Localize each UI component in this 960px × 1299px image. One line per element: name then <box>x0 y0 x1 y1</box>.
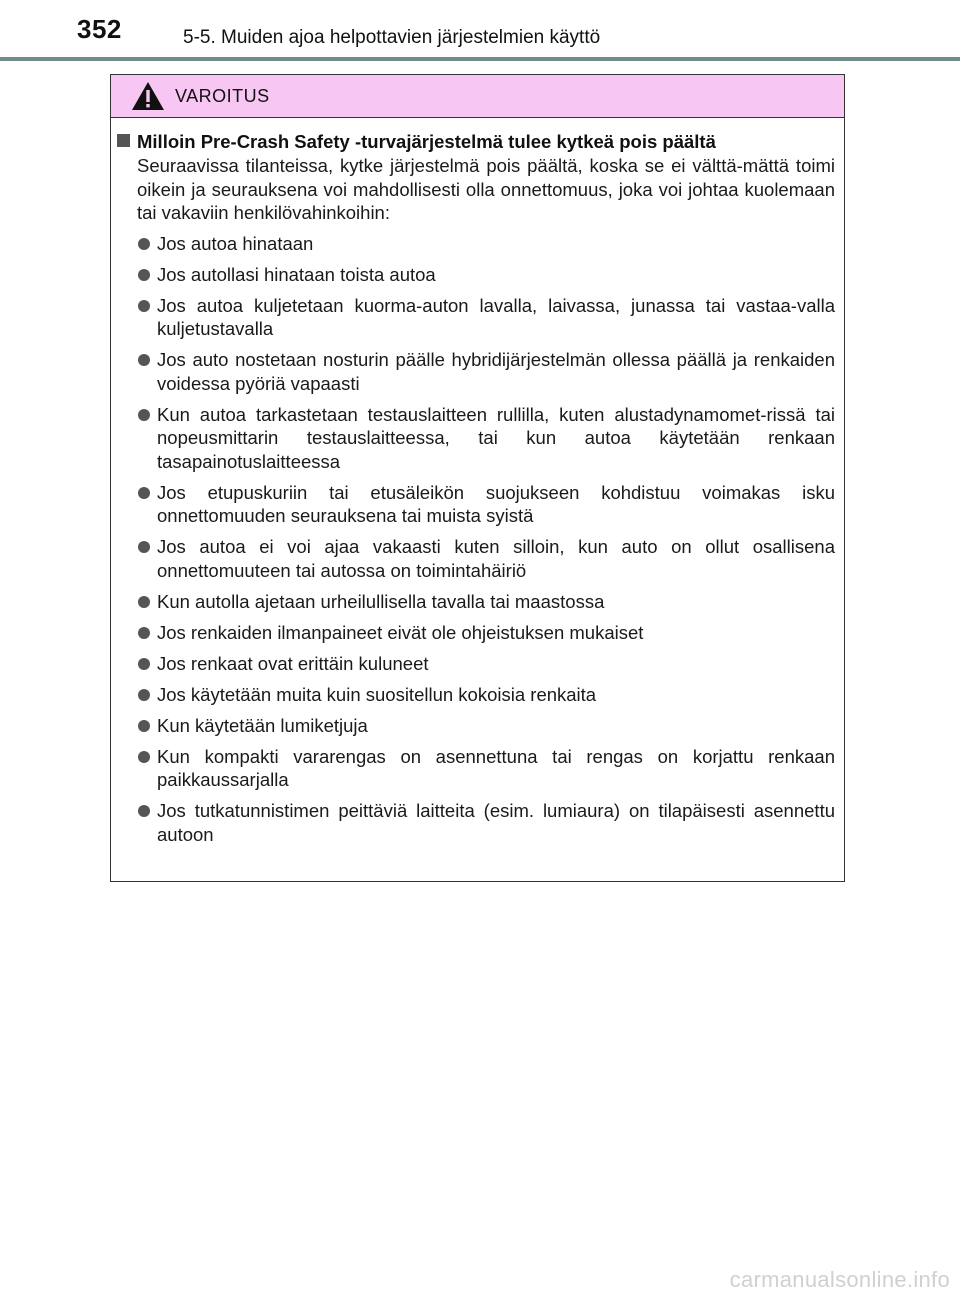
page-number: 352 <box>77 14 122 44</box>
list-item-text: Jos autoa ei voi ajaa vakaasti kuten silloin, kun auto on ollut osallisena onnettomuuteen tai autossa on toimintahäiriö <box>157 536 835 581</box>
warning-heading: Milloin Pre-Crash Safety -turvajärjestelmä tulee kytkeä pois päältä <box>137 131 716 152</box>
list-item <box>117 294 835 341</box>
bullet-dot-icon <box>138 751 150 763</box>
watermark: carmanualsonline.info <box>729 1267 950 1292</box>
list-item <box>117 590 835 614</box>
list-item <box>117 535 835 582</box>
list-item-text: Jos autoa hinataan <box>157 232 314 254</box>
list-item <box>117 745 835 792</box>
warning-content <box>111 118 844 854</box>
bullet-dot-icon <box>138 238 150 250</box>
list-item <box>117 714 835 738</box>
list-item-text: Kun kompakti vararengas on asennettuna tai rengas on korjattu renkaan paikkaussarjalla <box>157 745 835 790</box>
list-item-text: Kun autolla ajetaan urheilullisella tavalla tai maastossa <box>157 590 605 612</box>
bullet-dot-icon <box>138 596 150 608</box>
list-item <box>117 348 835 395</box>
bullet-dot-icon <box>138 487 150 499</box>
list-item <box>117 683 835 707</box>
bullet-dot-icon <box>138 300 150 312</box>
bullet-dot-icon <box>138 409 150 421</box>
list-item <box>117 403 835 474</box>
list-item-text: Jos etupuskuriin tai etusäleikön suojukseen kohdistuu voimakas isku onnettomuuden seurauksena tai muista syistä <box>157 481 835 526</box>
warning-intro: Seuraavissa tilanteissa, kytke järjestelmä pois päältä, koska se ei välttä-mättä toimi oikein ja seurauksena voi mahdollisesti olla onnettomuus, joka voi johtaa kuolemaan tai vakaviin henkilövahinkoihin: <box>137 155 835 223</box>
section-title: 5-5. Muiden ajoa helpottavien järjestelmien käyttö <box>183 27 601 48</box>
list-item-text: Jos renkaiden ilmanpaineet eivät ole ohjeistuksen mukaiset <box>157 621 644 643</box>
warning-header <box>111 75 844 118</box>
list-item <box>117 621 835 645</box>
list-item-text: Jos renkaat ovat erittäin kuluneet <box>157 652 429 674</box>
header-divider <box>0 57 960 61</box>
warning-triangle-icon <box>131 81 165 111</box>
bullet-dot-icon <box>138 805 150 817</box>
bullet-dot-icon <box>138 541 150 553</box>
list-item-text: Jos käytetään muita kuin suositellun kokoisia renkaita <box>157 683 597 705</box>
list-item <box>117 799 835 846</box>
bullet-dot-icon <box>138 720 150 732</box>
list-item-text: Jos autollasi hinataan toista autoa <box>157 263 436 285</box>
bullet-dot-icon <box>138 658 150 670</box>
list-item-text: Jos tutkatunnistimen peittäviä laitteita (esim. lumiaura) on tilapäisesti asennettu autoon <box>157 800 835 845</box>
list-item-text: Jos autoa kuljetetaan kuorma-auton lavalla, laivassa, junassa tai vastaa-valla kuljetustavalla <box>157 294 835 339</box>
bullet-dot-icon <box>138 269 150 281</box>
square-bullet-icon <box>117 134 130 147</box>
bullet-dot-icon <box>138 354 150 366</box>
list-item <box>117 652 835 676</box>
condition-list <box>117 232 835 847</box>
list-item-text: Kun autoa tarkastetaan testauslaitteen rullilla, kuten alustadynamomet-rissä tai nopeusmittarin testauslaitteessa, tai kun autoa käytetään renkaan tasapainotuslaitteessa <box>157 403 835 472</box>
list-item <box>117 232 835 256</box>
list-item <box>117 481 835 528</box>
warning-box <box>110 74 845 882</box>
bullet-dot-icon <box>138 627 150 639</box>
heading-row <box>117 130 835 154</box>
list-item <box>117 263 835 287</box>
list-item-text: Jos auto nostetaan nosturin päälle hybridijärjestelmän ollessa päällä ja renkaiden voidessa pyöriä vapaasti <box>157 349 835 394</box>
warning-label: VAROITUS <box>175 85 270 106</box>
bullet-dot-icon <box>138 689 150 701</box>
list-item-text: Kun käytetään lumiketjuja <box>157 714 368 736</box>
